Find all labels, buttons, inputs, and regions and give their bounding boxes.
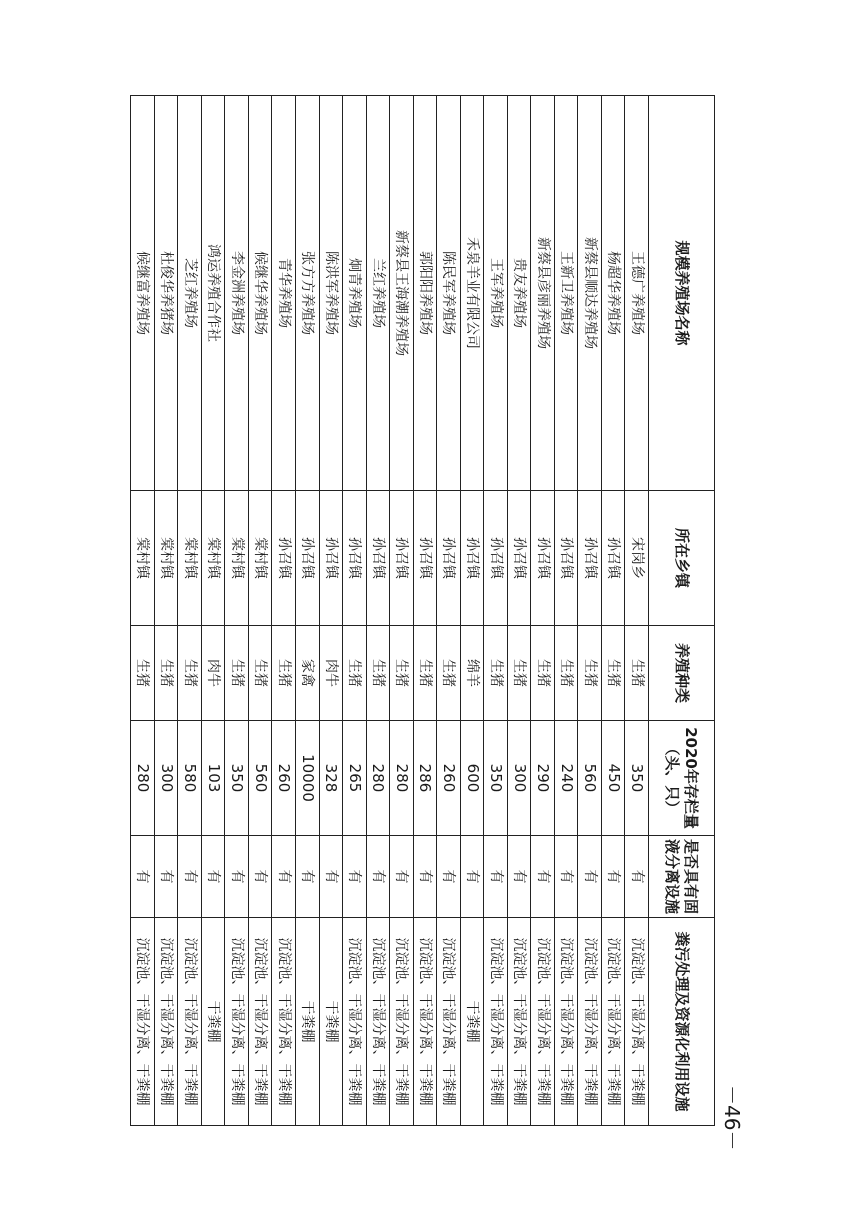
cell-name: 新蔡县顺达养殖场 [578, 96, 602, 491]
table-row [366, 96, 390, 1126]
header-facility: 粪污处理及资源化利用设施 [649, 918, 715, 1126]
table-row [272, 96, 296, 1126]
table-row [437, 96, 461, 1126]
cell-species: 生猪 [225, 626, 249, 721]
cell-stock: 600 [460, 721, 484, 836]
cell-species: 绵羊 [460, 626, 484, 721]
cell-town: 棠村镇 [225, 491, 249, 626]
table-row [390, 96, 414, 1126]
cell-separation: 有 [272, 836, 296, 918]
cell-name: 禾泉羊业有限公司 [460, 96, 484, 491]
cell-name: 李金洲养殖场 [225, 96, 249, 491]
cell-stock: 300 [507, 721, 531, 836]
cell-separation: 有 [437, 836, 461, 918]
header-name: 规模养殖场名称 [649, 96, 715, 491]
cell-town: 孙召镇 [272, 491, 296, 626]
cell-species: 生猪 [248, 626, 272, 721]
cell-separation: 有 [178, 836, 202, 918]
cell-stock: 260 [272, 721, 296, 836]
cell-name: 贵友养殖场 [507, 96, 531, 491]
rotated-table-wrapper [130, 95, 715, 1125]
cell-separation: 有 [390, 836, 414, 918]
cell-town: 孙召镇 [390, 491, 414, 626]
cell-stock: 10000 [296, 721, 320, 836]
cell-facility: 沉淀池、干湿分离、干粪棚 [272, 918, 296, 1126]
cell-facility: 沉淀池、干湿分离、干粪棚 [178, 918, 202, 1126]
cell-name: 杜俊华养猪场 [154, 96, 178, 491]
cell-name: 王新卫养殖场 [554, 96, 578, 491]
cell-facility: 干粪棚 [201, 918, 225, 1126]
cell-facility: 沉淀池、干湿分离、干粪棚 [343, 918, 367, 1126]
cell-species: 生猪 [154, 626, 178, 721]
cell-facility: 沉淀池、干湿分离、干粪棚 [225, 918, 249, 1126]
cell-species: 生猪 [272, 626, 296, 721]
cell-town: 孙召镇 [554, 491, 578, 626]
cell-species: 生猪 [507, 626, 531, 721]
cell-stock: 560 [578, 721, 602, 836]
cell-town: 孙召镇 [319, 491, 343, 626]
cell-facility: 沉淀池、干湿分离、干粪棚 [366, 918, 390, 1126]
cell-name: 张方方养殖场 [296, 96, 320, 491]
cell-separation: 有 [343, 836, 367, 918]
table-row [154, 96, 178, 1126]
table-row [554, 96, 578, 1126]
cell-species: 生猪 [437, 626, 461, 721]
cell-facility: 沉淀池、干湿分离、干粪棚 [437, 918, 461, 1126]
cell-facility: 沉淀池、干湿分离、干粪棚 [131, 918, 155, 1126]
cell-stock: 290 [531, 721, 555, 836]
cell-facility: 沉淀池、干湿分离、干粪棚 [507, 918, 531, 1126]
cell-facility: 干粪棚 [296, 918, 320, 1126]
cell-facility: 沉淀池、干湿分离、干粪棚 [154, 918, 178, 1126]
cell-stock: 350 [484, 721, 508, 836]
cell-separation: 有 [601, 836, 625, 918]
table-row [578, 96, 602, 1126]
cell-name: 郭阳阳养殖场 [413, 96, 437, 491]
cell-town: 孙召镇 [366, 491, 390, 626]
cell-species: 生猪 [578, 626, 602, 721]
cell-stock: 286 [413, 721, 437, 836]
table-row [413, 96, 437, 1126]
cell-species: 生猪 [625, 626, 649, 721]
cell-separation: 有 [366, 836, 390, 918]
cell-name: 王德广养殖场 [625, 96, 649, 491]
cell-facility: 沉淀池、干湿分离、干粪棚 [531, 918, 555, 1126]
cell-town: 孙召镇 [296, 491, 320, 626]
table-body [131, 96, 649, 1126]
cell-separation: 有 [201, 836, 225, 918]
table-row [201, 96, 225, 1126]
cell-separation: 有 [507, 836, 531, 918]
table-row [460, 96, 484, 1126]
table-row [131, 96, 155, 1126]
cell-species: 生猪 [366, 626, 390, 721]
cell-facility: 干粪棚 [460, 918, 484, 1126]
cell-separation: 有 [531, 836, 555, 918]
cell-name: 王军养殖场 [484, 96, 508, 491]
cell-name: 炯青养殖场 [343, 96, 367, 491]
cell-separation: 有 [413, 836, 437, 918]
table-row [507, 96, 531, 1126]
cell-species: 生猪 [484, 626, 508, 721]
cell-facility: 沉淀池、干湿分离、干粪棚 [554, 918, 578, 1126]
cell-facility: 沉淀池、干湿分离、干粪棚 [625, 918, 649, 1126]
cell-name: 新蔡县王海潮养殖场 [390, 96, 414, 491]
cell-separation: 有 [578, 836, 602, 918]
cell-name: 陈民军养殖场 [437, 96, 461, 491]
cell-stock: 350 [225, 721, 249, 836]
table-row [343, 96, 367, 1126]
cell-facility: 沉淀池、干湿分离、干粪棚 [601, 918, 625, 1126]
cell-facility: 沉淀池、干湿分离、干粪棚 [390, 918, 414, 1126]
cell-town: 孙召镇 [601, 491, 625, 626]
cell-name: 芝红养殖场 [178, 96, 202, 491]
table-row [601, 96, 625, 1126]
cell-facility: 干粪棚 [319, 918, 343, 1126]
cell-species: 生猪 [413, 626, 437, 721]
cell-species: 家禽 [296, 626, 320, 721]
table-row [625, 96, 649, 1126]
cell-town: 孙召镇 [578, 491, 602, 626]
page-number: －46－ [720, 1085, 744, 1151]
cell-stock: 280 [366, 721, 390, 836]
cell-species: 生猪 [390, 626, 414, 721]
cell-name: 青华养殖场 [272, 96, 296, 491]
cell-stock: 265 [343, 721, 367, 836]
cell-town: 棠村镇 [248, 491, 272, 626]
table-row [248, 96, 272, 1126]
cell-separation: 有 [625, 836, 649, 918]
cell-species: 生猪 [554, 626, 578, 721]
cell-name: 鸿运养殖合作社 [201, 96, 225, 491]
cell-name: 候继华养殖场 [248, 96, 272, 491]
cell-stock: 240 [554, 721, 578, 836]
cell-separation: 有 [154, 836, 178, 918]
cell-name: 新蔡县彦丽养殖场 [531, 96, 555, 491]
cell-separation: 有 [554, 836, 578, 918]
cell-stock: 103 [201, 721, 225, 836]
cell-town: 棠村镇 [131, 491, 155, 626]
header-species: 养殖种类 [649, 626, 715, 721]
cell-stock: 560 [248, 721, 272, 836]
cell-stock: 280 [390, 721, 414, 836]
cell-facility: 沉淀池、干湿分离、干粪棚 [413, 918, 437, 1126]
cell-separation: 有 [319, 836, 343, 918]
cell-town: 棠村镇 [154, 491, 178, 626]
cell-species: 生猪 [131, 626, 155, 721]
cell-separation: 有 [248, 836, 272, 918]
header-town: 所在乡镇 [649, 491, 715, 626]
cell-stock: 580 [178, 721, 202, 836]
header-stock: 2020年存栏量（头、只） [649, 721, 715, 836]
cell-town: 孙召镇 [413, 491, 437, 626]
cell-town: 孙召镇 [531, 491, 555, 626]
cell-stock: 260 [437, 721, 461, 836]
cell-stock: 350 [625, 721, 649, 836]
table-row [225, 96, 249, 1126]
cell-name: 杨超华养殖场 [601, 96, 625, 491]
table-row [296, 96, 320, 1126]
cell-name: 兰红养殖场 [366, 96, 390, 491]
cell-town: 孙召镇 [343, 491, 367, 626]
cell-separation: 有 [460, 836, 484, 918]
table-row [178, 96, 202, 1126]
cell-town: 孙召镇 [507, 491, 531, 626]
cell-species: 生猪 [343, 626, 367, 721]
cell-name: 候继富养殖场 [131, 96, 155, 491]
cell-stock: 328 [319, 721, 343, 836]
cell-stock: 280 [131, 721, 155, 836]
cell-species: 肉牛 [319, 626, 343, 721]
cell-facility: 沉淀池、干湿分离、干粪棚 [484, 918, 508, 1126]
header-row [649, 96, 715, 1126]
cell-town: 孙召镇 [460, 491, 484, 626]
cell-town: 棠村镇 [201, 491, 225, 626]
cell-town: 孙召镇 [437, 491, 461, 626]
cell-separation: 有 [131, 836, 155, 918]
cell-town: 棠村镇 [178, 491, 202, 626]
table-row [319, 96, 343, 1126]
cell-species: 生猪 [531, 626, 555, 721]
cell-name: 陈洪军养殖场 [319, 96, 343, 491]
header-separation: 是否具有固液分离设施 [649, 836, 715, 918]
cell-species: 肉牛 [201, 626, 225, 721]
cell-stock: 300 [154, 721, 178, 836]
farm-table [130, 95, 715, 1126]
cell-separation: 有 [296, 836, 320, 918]
table-row [484, 96, 508, 1126]
cell-separation: 有 [484, 836, 508, 918]
cell-species: 生猪 [601, 626, 625, 721]
cell-town: 宋岗乡 [625, 491, 649, 626]
cell-species: 生猪 [178, 626, 202, 721]
cell-facility: 沉淀池、干湿分离、干粪棚 [248, 918, 272, 1126]
cell-separation: 有 [225, 836, 249, 918]
cell-stock: 450 [601, 721, 625, 836]
cell-facility: 沉淀池、干湿分离、干粪棚 [578, 918, 602, 1126]
table-row [531, 96, 555, 1126]
cell-town: 孙召镇 [484, 491, 508, 626]
